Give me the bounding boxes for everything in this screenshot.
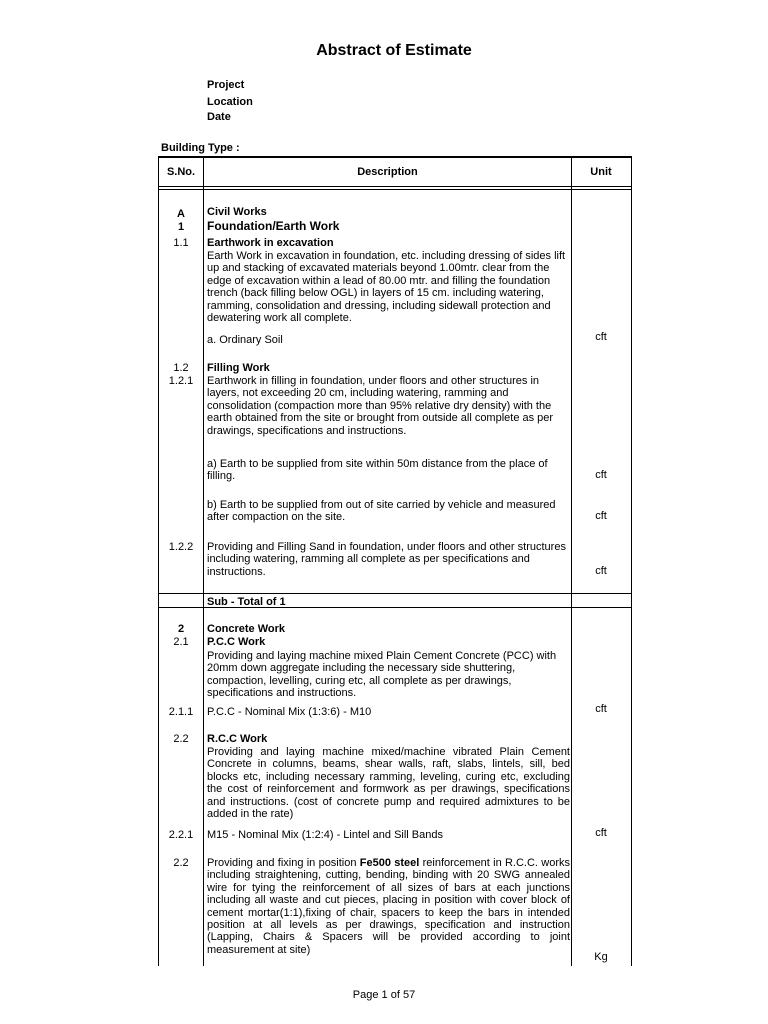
header-description: Description [357, 166, 418, 178]
item-filling-title: Filling Work [207, 362, 270, 374]
unit-filling-a: cft [595, 469, 607, 481]
steel-grade: Fe500 steel [359, 857, 420, 869]
sno-2-1-1: 2.1.1 [168, 706, 194, 718]
item-rcc-title: R.C.C Work [207, 733, 268, 745]
building-type-label: Building Type : [161, 142, 240, 154]
table-top-border [158, 156, 632, 158]
unit-sand-filling: cft [595, 565, 607, 577]
project-label: Project [207, 79, 245, 91]
header-bottom-border-2 [158, 189, 632, 190]
header-unit: Unit [590, 166, 612, 178]
unit-ordinary-soil: cft [595, 331, 607, 343]
header-sno: S.No. [166, 166, 196, 178]
item-filling-a: a) Earth to be supplied from site within 50m distance from the place of filling. [207, 458, 548, 483]
date-label: Date [207, 111, 231, 123]
item-ordinary-soil: a. Ordinary Soil [207, 334, 283, 346]
page-number: Page 1 of 57 [352, 989, 416, 1001]
location-label: Location [207, 96, 253, 108]
page-title: Abstract of Estimate [316, 42, 472, 59]
unit-pcc-m10: cft [595, 703, 607, 715]
item-steel-reinforcement [207, 857, 570, 956]
sno-2-2-1: 2.2.1 [168, 829, 194, 841]
sno-1-2-1: 1.2.1 [168, 375, 194, 387]
sno-1-2-2: 1.2.2 [168, 541, 194, 553]
unit-filling-b: cft [595, 510, 607, 522]
steel-desc-post: reinforcement in R.C.C. works including straightening, cutting, bending, binding with 20 SWG annealed wire for tying the reinforcement of all sizes of bars at each junctions including all waste and cut pieces, placing in position with cover block of cement mortar(1:1),fixing of chair, spacers to keep the bars in intended position at all levels as per drawings, specification and instruction (Lapping, Chairs & Spacers will be provided according to joint measurement at site) [207, 857, 570, 956]
steel-desc-pre: Providing and fixing in position [207, 857, 360, 869]
item-pcc-desc: Providing and laying machine mixed Plain Cement Concrete (PCC) with 20mm down aggregate including the necessary side shuttering, compaction, levelling, curing etc, all complete as per drawings, specifications and instructions. [207, 650, 557, 700]
sno-2-1: 2.1 [173, 636, 189, 648]
section-foundation: Foundation/Earth Work [207, 219, 340, 233]
item-rcc-desc: Providing and laying machine mixed/machine vibrated Plain Cement Concrete in columns, beams, shear walls, raft, slabs, lintels, sill, bed blocks etc, including necessary ramming, leveling, curing etc, excluding the cost of reinforcement and formwork as per drawings, specifications and instructions. (cost of concrete pump and required admixtures to be added in the rate) [207, 746, 570, 821]
item-sand-filling: Providing and Filling Sand in foundation, under floors and other structures including watering, ramming all complete as per specifications and instructions. [207, 541, 566, 578]
item-pcc-m10: P.C.C - Nominal Mix (1:3:6) - M10 [207, 706, 372, 718]
sno-1-1: 1.1 [173, 237, 189, 249]
sno-1: 1 [177, 221, 185, 233]
sno-1-2: 1.2 [173, 362, 189, 374]
sno-column-divider [203, 156, 204, 966]
item-pcc-title: P.C.C Work [207, 636, 266, 648]
section-concrete-work: Concrete Work [207, 623, 286, 635]
subtotal-1: Sub - Total of 1 [207, 596, 286, 608]
sno-2-2: 2.2 [173, 733, 189, 745]
sno-2-2-steel: 2.2 [173, 857, 189, 869]
unit-steel: Kg [594, 951, 608, 963]
sno-2: 2 [177, 623, 185, 635]
section-civil-works: Civil Works [207, 206, 267, 218]
item-filling-b: b) Earth to be supplied from out of site carried by vehicle and measured after compaction on the site. [207, 499, 556, 524]
item-earthwork-desc: Earth Work in excavation in foundation, etc. including dressing of sides lift up and stacking of excavated materials beyond 1.00mtr. clear from the edge of excavation within a lead of 80.00 mtr. and filling the foundation trench (back filling below OGL) in layers of 15 cm. including watering, ramming, consolidation and dressing, including sidewall protection and dewatering work all complete. [207, 250, 566, 325]
unit-column-divider [571, 156, 572, 966]
item-filling-desc: Earthwork in filling in foundation, under floors and other structures in layers, not exceeding 20 cm, including watering, ramming and consolidation (compaction more than 95% relative dry density) with the earth obtained from the site or brought from outside all complete as per drawings, specifications and instructions. [207, 375, 554, 437]
unit-rcc-m15: cft [595, 827, 607, 839]
sno-a: A [177, 208, 185, 220]
subtotal-top-border [158, 593, 632, 594]
item-rcc-m15: M15 - Nominal Mix (1:2:4) - Lintel and Sill Bands [207, 829, 443, 841]
header-bottom-border [158, 186, 632, 187]
item-earthwork-title: Earthwork in excavation [207, 237, 334, 249]
